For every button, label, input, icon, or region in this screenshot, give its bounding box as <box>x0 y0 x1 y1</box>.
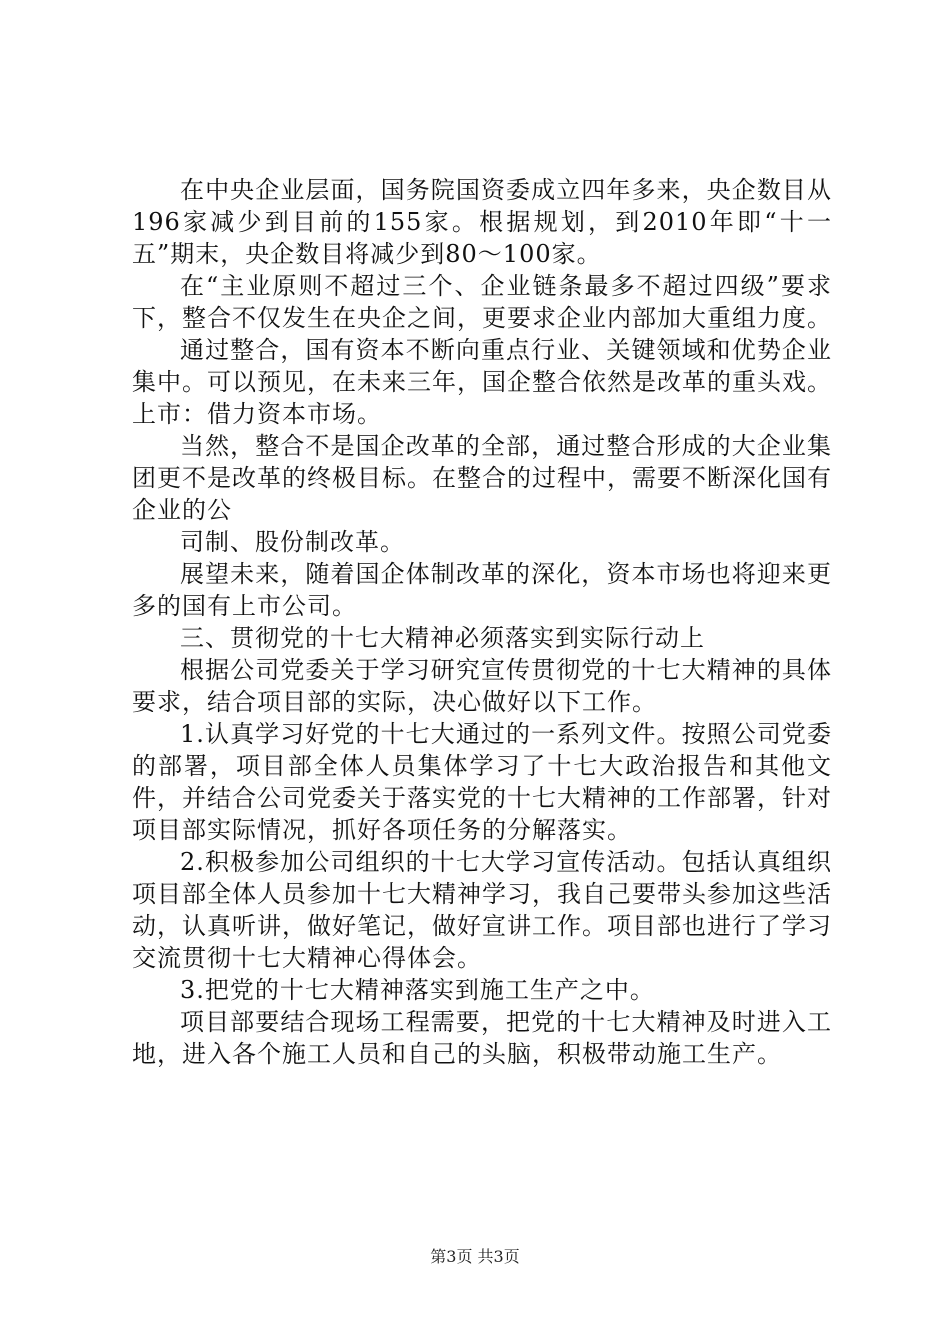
page-number: 第3页 共3页 <box>430 1247 520 1266</box>
paragraph: 通过整合，国有资本不断向重点行业、关键领域和优势企业集中。可以预见，在未来三年，国企整合依然是改革的重头戏。上市：借力资本市场。 <box>132 336 832 428</box>
document-body <box>132 174 832 1070</box>
page-footer <box>0 1244 950 1267</box>
section-heading: 三、贯彻党的十七大精神必须落实到实际行动上 <box>180 624 705 652</box>
paragraph: 展望未来，随着国企体制改革的深化，资本市场也将迎来更多的国有上市公司。 <box>132 560 832 620</box>
numbered-item: 1.认真学习好党的十七大通过的一系列文件。按照公司党委的部署，项目部全体人员集体学习了十七大政治报告和其他文件，并结合公司党委关于落实党的十七大精神的工作部署，针对项目部实际情况，抓好各项任务的分解落实。 <box>132 720 832 844</box>
paragraph: 根据公司党委关于学习研究宣传贯彻党的十七大精神的具体要求，结合项目部的实际，决心做好以下工作。 <box>132 656 832 716</box>
paragraph: 当然，整合不是国企改革的全部，通过整合形成的大企业集团更不是改革的终极目标。在整合的过程中，需要不断深化国有企业的公 <box>132 432 832 524</box>
numbered-item: 3.把党的十七大精神落实到施工生产之中。 <box>180 976 655 1004</box>
paragraph: 在中央企业层面，国务院国资委成立四年多来，央企数目从196家减少到目前的155家。根据规划，到2010年即“十一五”期末，央企数目将减少到80～100家。 <box>132 176 832 268</box>
paragraph: 司制、股份制改革。 <box>180 528 405 556</box>
paragraph: 项目部要结合现场工程需要，把党的十七大精神及时进入工地，进入各个施工人员和自己的头脑，积极带动施工生产。 <box>132 1008 832 1068</box>
paragraph: 在“主业原则不超过三个、企业链条最多不超过四级”要求下，整合不仅发生在央企之间，更要求企业内部加大重组力度。 <box>132 272 832 332</box>
numbered-item: 2.积极参加公司组织的十七大学习宣传活动。包括认真组织项目部全体人员参加十七大精神学习，我自己要带头参加这些活动，认真听讲，做好笔记，做好宣讲工作。项目部也进行了学习交流贯彻十七大精神心得体会。 <box>132 848 832 972</box>
